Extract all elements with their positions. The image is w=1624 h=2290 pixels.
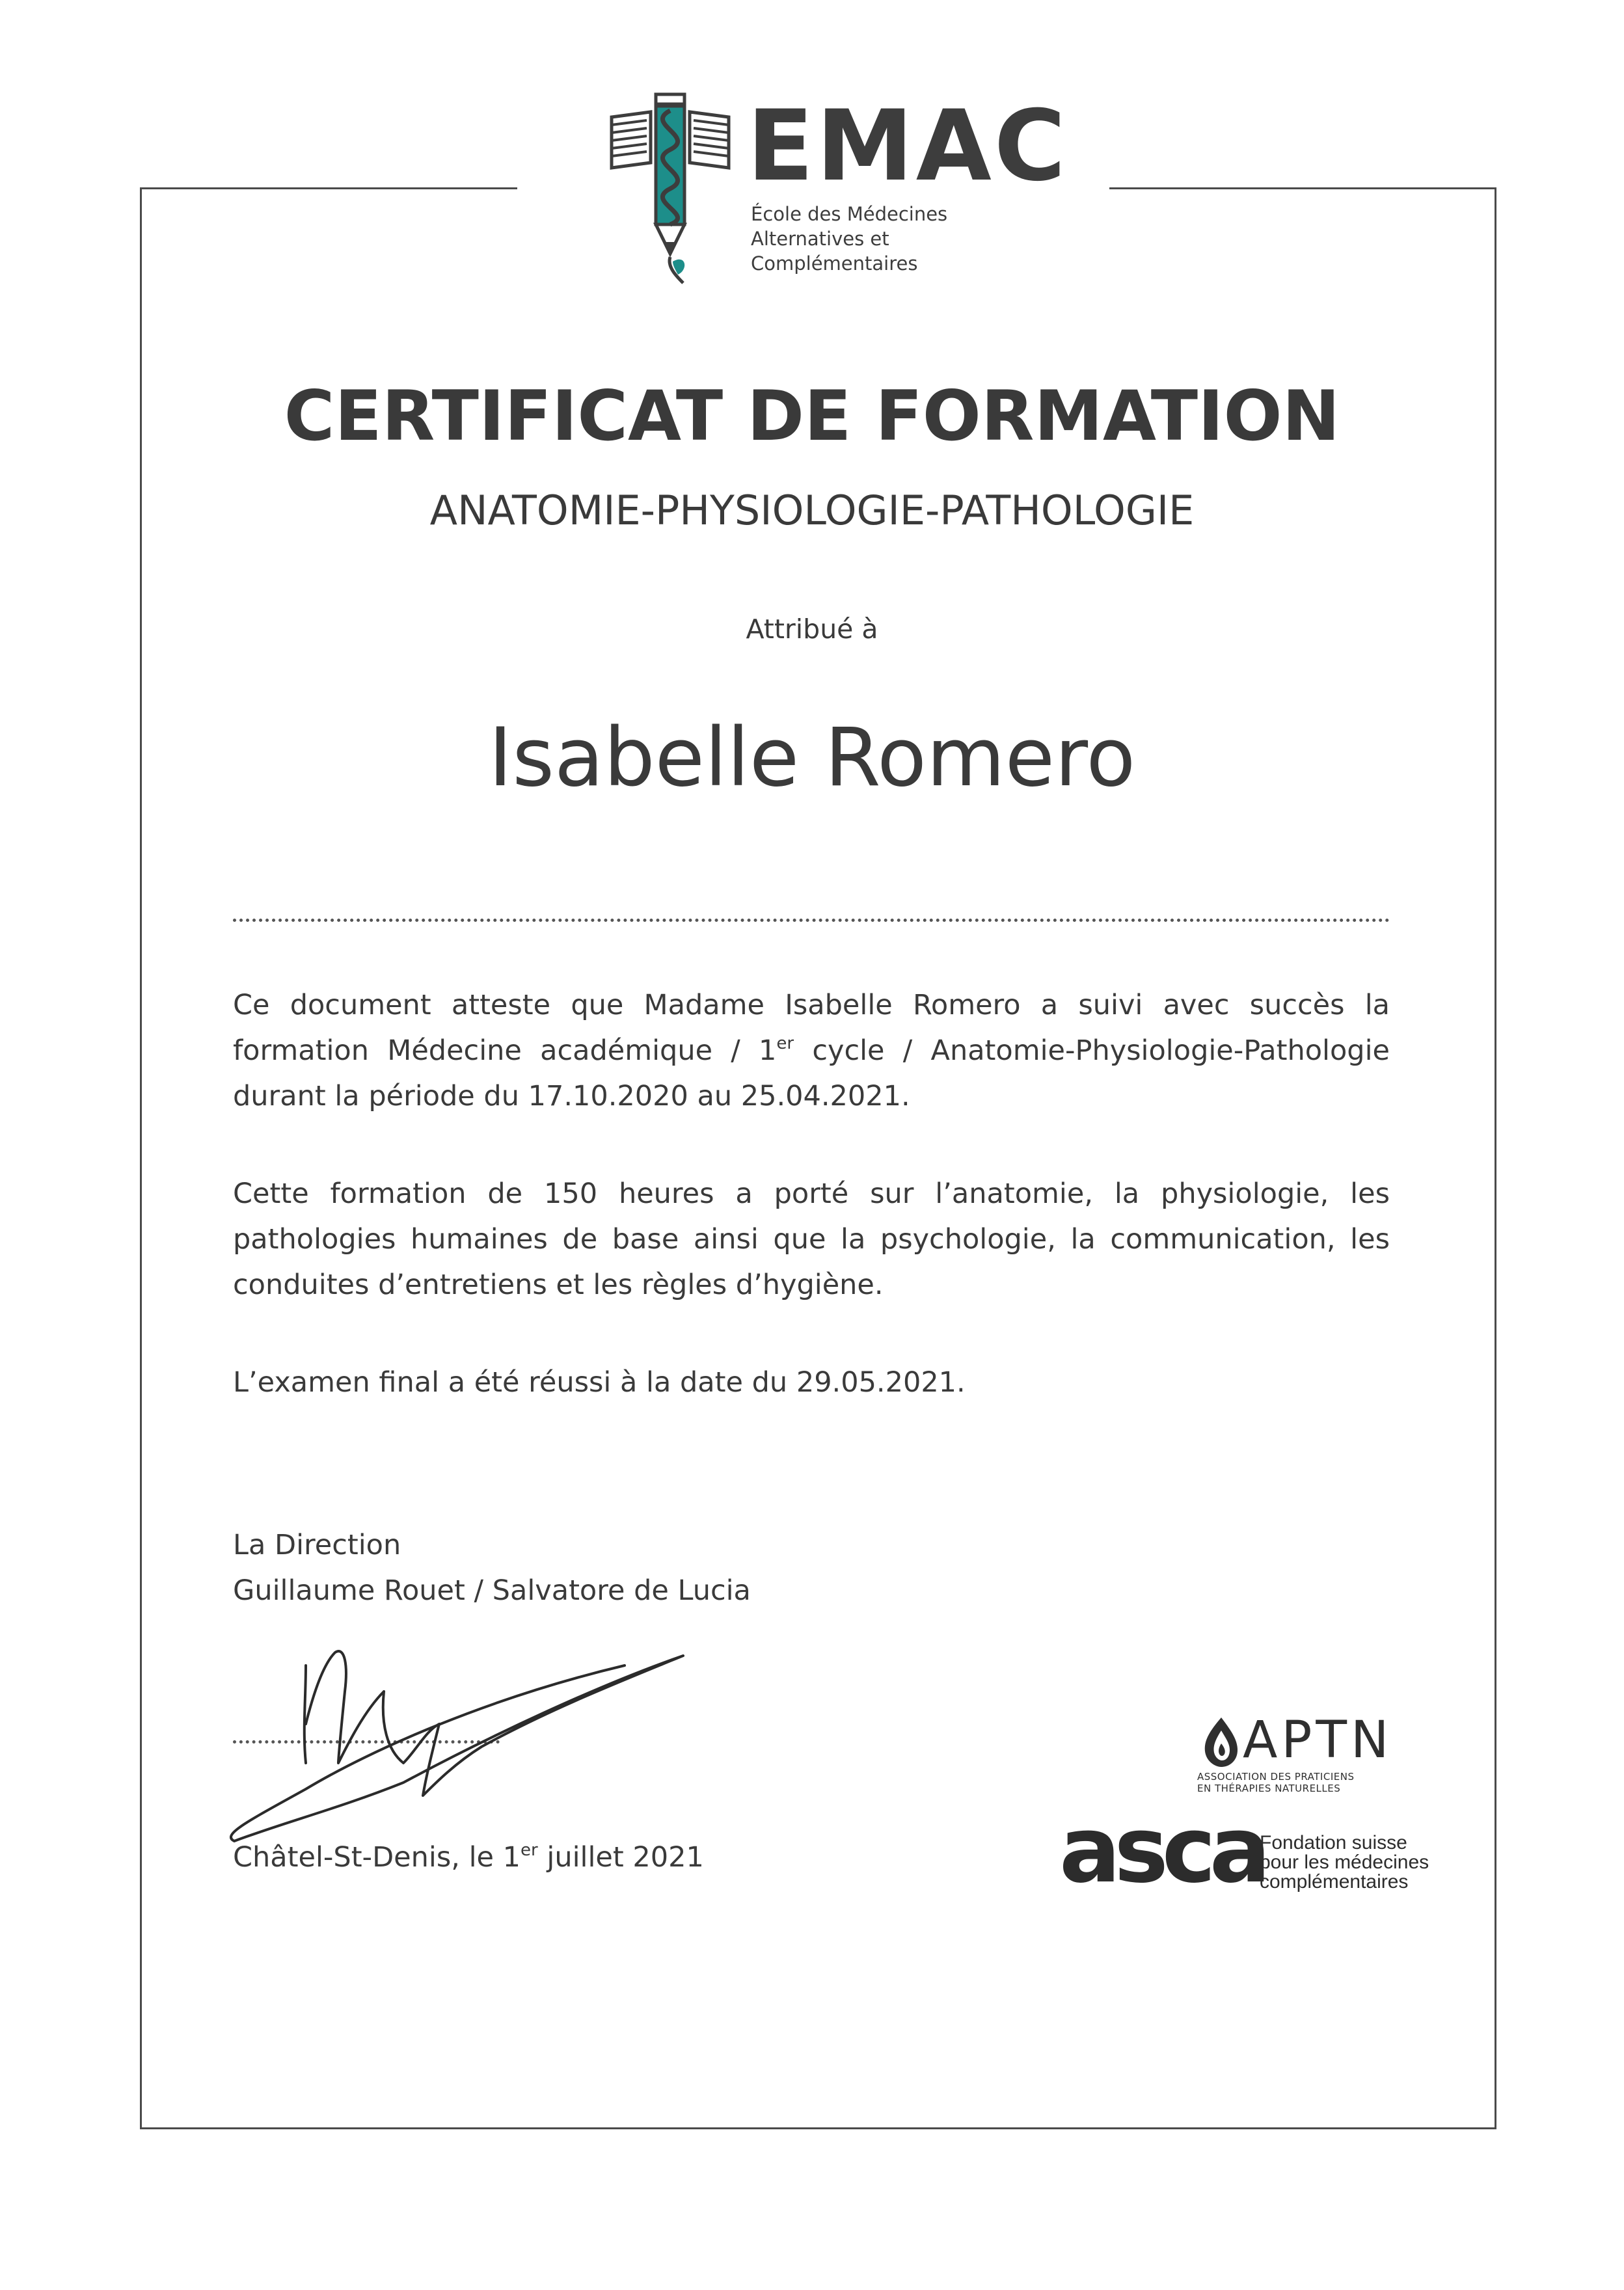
logo-subtitle-line: École des Médecines (751, 203, 948, 225)
director-names: Guillaume Rouet / Salvatore de Lucia (233, 1574, 751, 1607)
logo-subtitle (751, 202, 947, 276)
place-date-end: juillet 2021 (537, 1841, 704, 1874)
frame-top-right-line (1109, 187, 1496, 189)
direction-label: La Direction (233, 1529, 401, 1561)
pencil-book-logo-icon (605, 91, 735, 286)
course-content-paragraph: Cette formation de 150 heures a porté sur l’anatomie, la physiologie, les pathologies humaines de base ainsi que la psychologie, la communication, les conduites d’entretiens et les règles d’hygiène. (233, 1178, 1390, 1301)
place-and-date (233, 1835, 704, 1880)
ordinal-superscript: er (521, 1840, 538, 1860)
logo-subtitle-line: Complémentaires (751, 252, 918, 275)
asca-subtitle-line: pour les médecines (1260, 1852, 1429, 1873)
aptn-subtitle-line: EN THÉRAPIES NATURELLES (1197, 1783, 1341, 1794)
asca-subtitle-line: complémentaires (1260, 1871, 1409, 1893)
attributed-label: Attribué à (746, 613, 878, 645)
emac-logo (605, 90, 1068, 286)
logo-subtitle-line: Alternatives et (751, 228, 889, 250)
signature-block (233, 1522, 751, 1613)
certificate-subtitle: ANATOMIE-PHYSIOLOGIE-PATHOLOGIE (429, 487, 1195, 534)
flame-drop-icon (1197, 1711, 1246, 1770)
aptn-wordmark: APTN (1243, 1711, 1393, 1770)
asca-wordmark: asca (1059, 1798, 1265, 1904)
attestation-text-end: cycle / Anatomie-Physiologie-Pathologie durant la période du 17.10.2020 au 25.04.2021. (233, 1034, 1390, 1112)
aptn-logo (1197, 1711, 1418, 1802)
recipient-name: Isabelle Romero (488, 711, 1136, 805)
ordinal-superscript: er (776, 1033, 794, 1053)
attestation-paragraph (233, 982, 1390, 1119)
dotted-divider (233, 919, 1390, 922)
frame-bottom-line (140, 2127, 1496, 2129)
asca-subtitle-line: Fondation suisse (1260, 1832, 1407, 1853)
frame-right-line (1495, 187, 1496, 2129)
handwritten-signature (208, 1626, 703, 1848)
asca-logo (1059, 1798, 1429, 1906)
frame-left-line (140, 187, 142, 2129)
aptn-subtitle (1197, 1771, 1418, 1794)
logo-wordmark: EMAC (747, 90, 1068, 203)
certificate-title: CERTIFICAT DE FORMATION (284, 376, 1340, 456)
aptn-subtitle-line: ASSOCIATION DES PRATICIENS (1197, 1771, 1355, 1783)
attestation-text-start: Ce document atteste que Madame Isabelle Romero a suivi avec succès la formation Médecine académique / 1 (233, 989, 1390, 1067)
place-date-start: Châtel-St-Denis, le 1 (233, 1841, 521, 1874)
frame-top-left-line (140, 187, 517, 189)
asca-subtitle (1260, 1833, 1429, 1892)
exam-paragraph: L’examen final a été réussi à la date du 29.05.2021. (233, 1366, 966, 1399)
